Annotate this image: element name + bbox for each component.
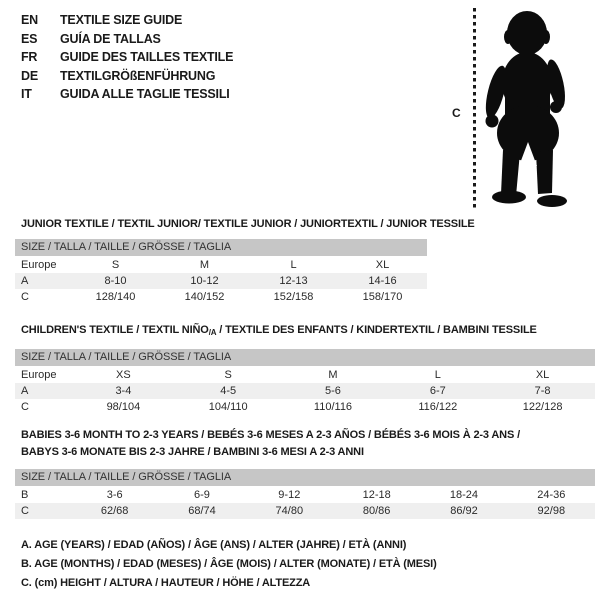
lang-code: DE bbox=[21, 68, 38, 83]
height-cell: 158/170 bbox=[362, 291, 403, 303]
size-cell: XS bbox=[116, 369, 131, 381]
table-row bbox=[15, 503, 595, 519]
age-cell: 7-8 bbox=[534, 385, 551, 397]
size-cell: M bbox=[199, 259, 210, 271]
footnote-a: A. AGE (YEARS) / EDAD (AÑOS) / ÂGE (ANS) / ALTER (JAHRE) / ETÀ (ANNI) bbox=[21, 539, 407, 551]
junior-size-table bbox=[15, 239, 427, 305]
height-cell: 62/68 bbox=[100, 505, 129, 517]
footnotes bbox=[21, 536, 437, 593]
size-cell: S bbox=[224, 369, 232, 381]
height-cell: 128/140 bbox=[95, 291, 136, 303]
junior-section-title: JUNIOR TEXTILE / TEXTIL JUNIOR/ TEXTILE JUNIOR / JUNIORTEXTIL / JUNIOR TESSILE bbox=[21, 218, 475, 230]
size-cell: XL bbox=[535, 369, 550, 381]
lang-row-de bbox=[21, 67, 233, 86]
height-cell: 152/158 bbox=[273, 291, 314, 303]
size-cell: M bbox=[328, 369, 338, 381]
lang-row-es bbox=[21, 30, 233, 49]
height-cell: 116/122 bbox=[418, 401, 458, 413]
lang-title: GUÍA DE TALLAS bbox=[60, 31, 161, 46]
height-cell: 80/86 bbox=[362, 505, 391, 517]
row-label: A bbox=[21, 275, 29, 287]
children-section-title bbox=[21, 322, 537, 341]
height-cell: 86/92 bbox=[450, 505, 478, 517]
height-cell: 140/152 bbox=[184, 291, 225, 303]
title-subscript: /A bbox=[208, 328, 217, 337]
height-cell: 110/116 bbox=[313, 401, 353, 413]
lang-code: FR bbox=[21, 50, 38, 65]
babies-size-table bbox=[15, 469, 595, 519]
lang-code: EN bbox=[21, 13, 38, 27]
height-cell: 92/98 bbox=[537, 505, 566, 517]
footnote-b: B. AGE (MONTHS) / EDAD (MESES) / ÂGE (MOIS) / ALTER (MONATE) / ETÀ (MESI) bbox=[21, 558, 437, 570]
size-cell: S bbox=[111, 259, 120, 271]
height-cell: 104/110 bbox=[208, 401, 248, 413]
age-cell: 4-5 bbox=[220, 385, 237, 397]
age-cell: 14-16 bbox=[368, 275, 397, 287]
size-cell: L bbox=[434, 369, 441, 381]
height-cell: 68/74 bbox=[188, 505, 216, 517]
size-header-bar: SIZE / TALLA / TAILLE / GRÖSSE / TAGLIA bbox=[15, 349, 595, 366]
table-row bbox=[15, 257, 427, 273]
height-cell: 98/104 bbox=[106, 401, 141, 413]
age-cell: 10-12 bbox=[190, 275, 219, 287]
babies-title-line2: BABYS 3-6 MONATE BIS 2-3 JAHRE / BAMBINI 3-6 MESI A 2-3 ANNI bbox=[21, 446, 364, 458]
lang-title: TEXTILGRÖßENFÜHRUNG bbox=[60, 68, 216, 83]
lang-title: TEXTILE SIZE GUIDE bbox=[60, 13, 183, 27]
row-label: C bbox=[21, 291, 29, 303]
babies-section-title bbox=[21, 427, 520, 461]
row-label: Europe bbox=[21, 259, 57, 271]
row-label: C bbox=[21, 401, 29, 413]
age-cell: 18-24 bbox=[449, 489, 479, 501]
age-cell: 6-9 bbox=[194, 489, 210, 501]
size-header-bar: SIZE / TALLA / TAILLE / GRÖSSE / TAGLIA bbox=[15, 239, 427, 256]
table-row bbox=[15, 289, 427, 305]
table-row bbox=[15, 273, 427, 289]
age-cell: 8-10 bbox=[104, 275, 127, 287]
title-prefix: CHILDREN'S TEXTILE / TEXTIL NIÑO bbox=[21, 324, 209, 336]
lang-row-it bbox=[21, 85, 233, 104]
baby-silhouette-icon bbox=[475, 0, 600, 215]
title-suffix: / TEXTILE DES ENFANTS / KINDERTEXTIL / BAMBINI TESSILE bbox=[216, 324, 537, 336]
lang-code: ES bbox=[21, 31, 38, 46]
age-cell: 24-36 bbox=[537, 489, 566, 501]
age-cell: 12-13 bbox=[279, 275, 308, 287]
lang-title: GUIDE DES TAILLES TEXTILE bbox=[60, 50, 234, 65]
table-row bbox=[15, 399, 595, 415]
age-cell: 3-4 bbox=[115, 385, 132, 397]
age-cell: 6-7 bbox=[429, 385, 446, 397]
table-row bbox=[15, 383, 595, 399]
height-cell: 122/128 bbox=[522, 401, 563, 413]
height-measure-label: C bbox=[452, 106, 461, 120]
age-cell: 5-6 bbox=[325, 385, 341, 397]
lang-code: IT bbox=[21, 87, 32, 102]
row-label: B bbox=[21, 489, 29, 501]
row-label: Europe bbox=[21, 369, 57, 381]
babies-title-line1: BABIES 3-6 MONTH TO 2-3 YEARS / BEBÉS 3-6 MESES A 2-3 AÑOS / BÉBÉS 3-6 MOIS À 2-3 ANS / bbox=[21, 429, 520, 441]
children-size-table bbox=[15, 349, 595, 415]
language-header bbox=[21, 11, 233, 104]
lang-row-fr bbox=[21, 48, 233, 67]
lang-title: GUIDA ALLE TAGLIE TESSILI bbox=[60, 87, 230, 102]
size-cell: L bbox=[290, 259, 297, 271]
lang-row-en bbox=[21, 11, 233, 30]
row-label: A bbox=[21, 385, 29, 397]
footnote-c: C. (cm) HEIGHT / ALTURA / HAUTEUR / HÖHE / ALTEZZA bbox=[21, 577, 311, 589]
table-row bbox=[15, 367, 595, 383]
age-cell: 9-12 bbox=[278, 489, 301, 501]
age-cell: 3-6 bbox=[106, 489, 123, 501]
row-label: C bbox=[21, 505, 29, 517]
size-cell: XL bbox=[375, 259, 390, 271]
height-cell: 74/80 bbox=[275, 505, 304, 517]
table-row bbox=[15, 487, 595, 503]
size-header-bar: SIZE / TALLA / TAILLE / GRÖSSE / TAGLIA bbox=[15, 469, 595, 486]
age-cell: 12-18 bbox=[362, 489, 391, 501]
